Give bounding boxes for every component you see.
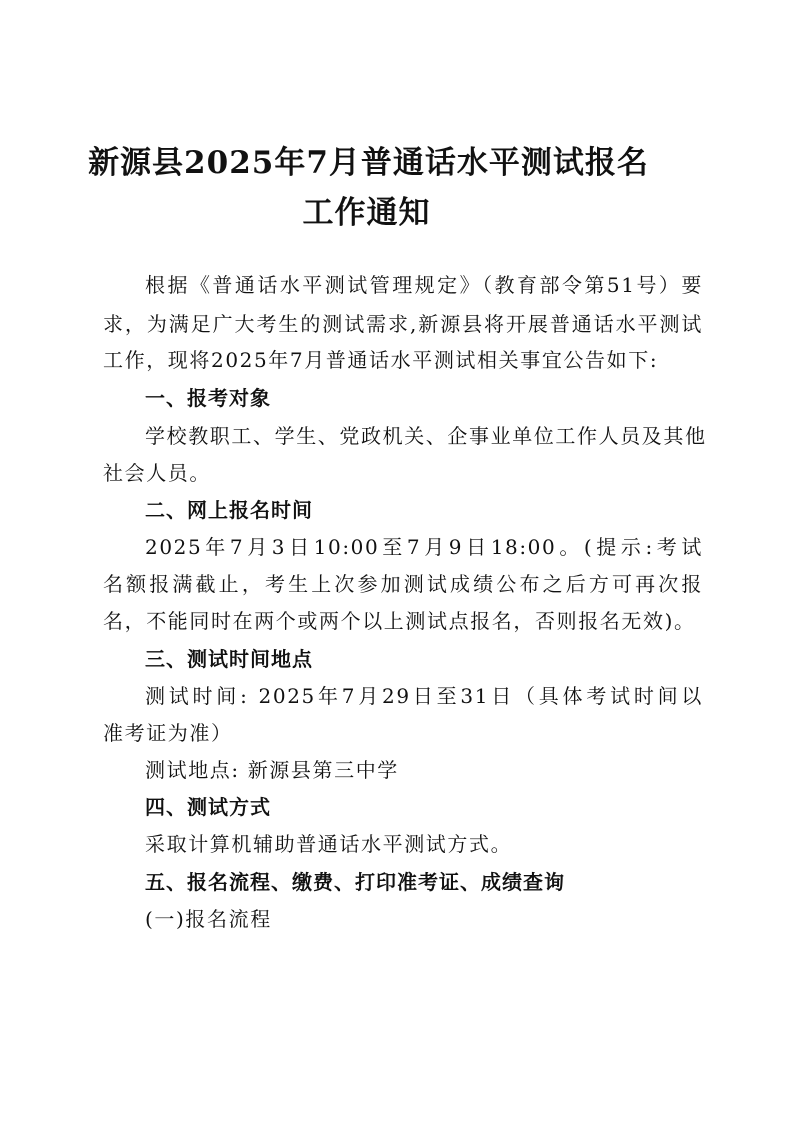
section-1-line-1: 学校教职工、学生、党政机关、企事业单位工作人员及其他 bbox=[145, 424, 707, 448]
section-5-sub-1: (一)报名流程 bbox=[145, 907, 272, 931]
document-title-line-2: 工作通知 bbox=[302, 195, 431, 231]
section-3-time-line-1: 测试时间: 2025年7月29日至31日（具体考试时间以 bbox=[145, 684, 703, 708]
section-2-line-3: 名，不能同时在两个或两个以上测试点报名，否则报名无效)。 bbox=[103, 609, 696, 633]
section-2-heading: 二、网上报名时间 bbox=[145, 498, 313, 522]
intro-line-3: 工作，现将2025年7月普通话水平测试相关事宜公告如下: bbox=[103, 348, 659, 372]
section-1-heading: 一、报考对象 bbox=[145, 386, 271, 410]
section-3-time-line-2: 准考证为准） bbox=[103, 721, 233, 745]
section-3-place: 测试地点: 新源县第三中学 bbox=[145, 758, 399, 782]
section-2-line-2: 名额报满截止，考生上次参加测试成绩公布之后方可再次报 bbox=[103, 572, 703, 596]
section-2-line-1: 2025年7月3日10:00至7月9日18:00。(提示:考试 bbox=[145, 535, 703, 559]
section-3-heading: 三、测试时间地点 bbox=[145, 647, 313, 671]
section-1-line-2: 社会人员。 bbox=[103, 461, 211, 485]
intro-line-2: 求，为满足广大考生的测试需求,新源县将开展普通话水平测试 bbox=[103, 312, 703, 336]
intro-line-1: 根据《普通话水平测试管理规定》（教育部令第51号）要 bbox=[145, 273, 703, 297]
section-4-heading: 四、测试方式 bbox=[145, 795, 271, 819]
section-4-line-1: 采取计算机辅助普通话水平测试方式。 bbox=[145, 832, 513, 856]
section-5-heading: 五、报名流程、缴费、打印准考证、成绩查询 bbox=[145, 870, 565, 894]
document-title-line-1: 新源县2025年7月普通话水平测试报名 bbox=[88, 145, 649, 181]
